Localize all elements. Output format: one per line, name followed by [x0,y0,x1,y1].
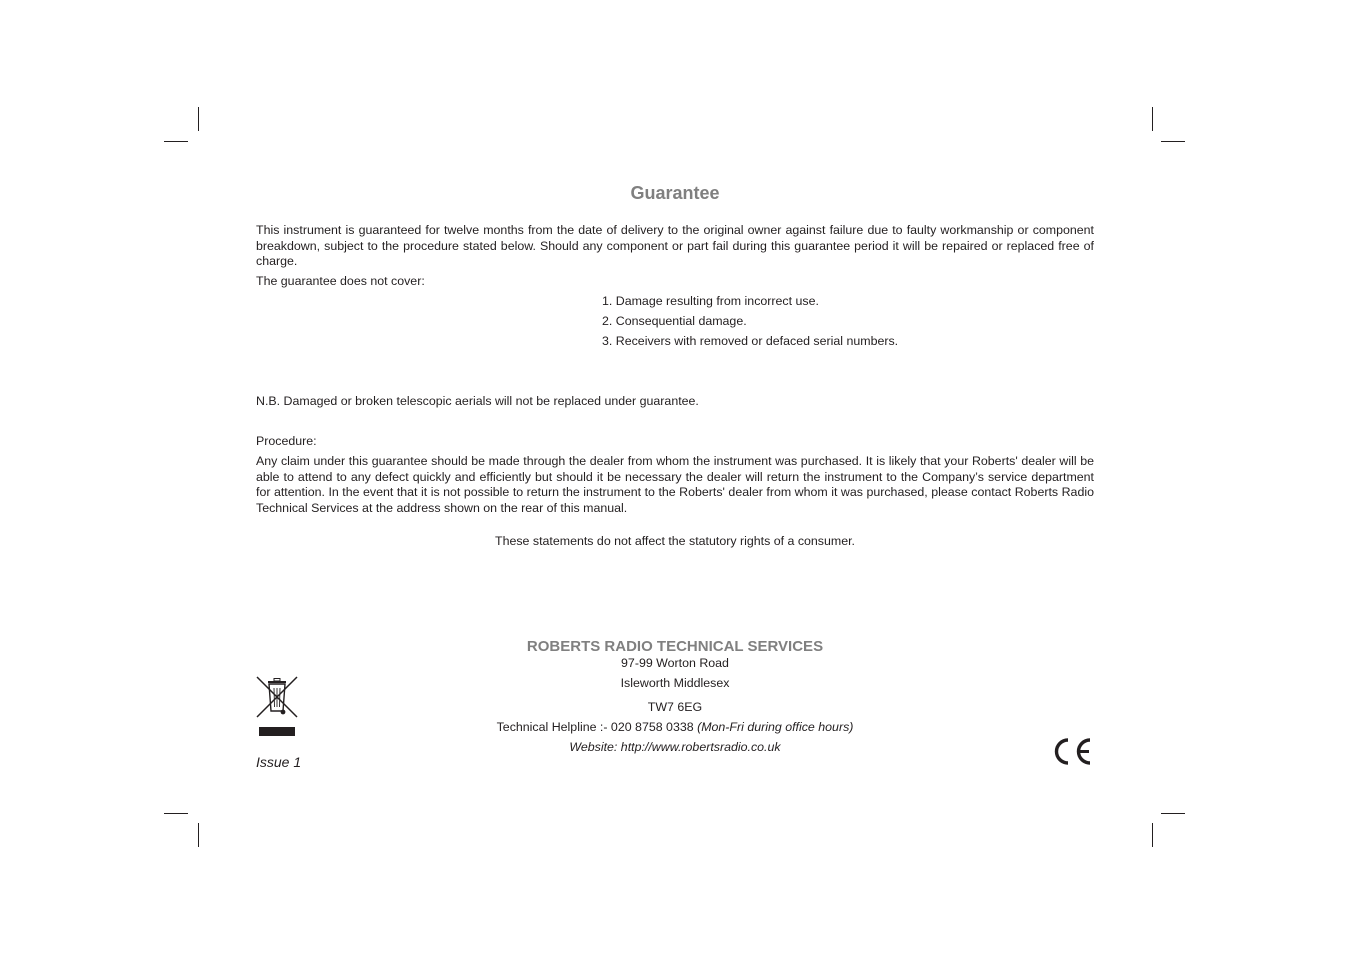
exclusion-item: 3. Receivers with removed or defaced serial numbers. [602,334,899,348]
weee-bin-icon [255,675,299,739]
not-cover-label: The guarantee does not cover: [256,274,425,288]
crop-mark [1152,823,1153,847]
crop-mark [1152,107,1153,131]
guarantee-intro: This instrument is guaranteed for twelve months from the date of delivery to the original owner against failure due to faulty workmanship or component breakdown, subject to the procedure stated below. Should any component or part fail during this guarantee period it will be repaired or replaced free of charge. [256,223,1094,269]
website: Website: http://www.robertsradio.co.uk [569,740,781,754]
crop-mark [1161,141,1185,142]
crop-mark [164,813,188,814]
address-street: 97-99 Worton Road [621,656,729,670]
helpline-number: Technical Helpline :- 020 8758 0338 [496,720,694,734]
aerial-note: N.B. Damaged or broken telescopic aerials will not be replaced under guarantee. [256,394,699,408]
procedure-label: Procedure: [256,434,317,448]
ce-mark-icon [1052,736,1094,767]
procedure-text: Any claim under this guarantee should be made through the dealer from whom the instrument was purchased. It is likely that your Roberts' dealer will be able to attend to any defect quickly and efficiently but should it be necessary the dealer will return the instrument to the Company’s service department for attention. In the event that it is not possible to return the instrument to the Roberts' dealer from whom it was purchased, please contact Roberts Radio Technical Services at the address shown on the rear of this manual. [256,454,1094,515]
address-postcode: TW7 6EG [647,700,703,714]
crop-mark [198,107,199,131]
company-name: ROBERTS RADIO TECHNICAL SERVICES [526,638,824,655]
issue-label: Issue 1 [256,754,302,770]
exclusion-item: 2. Consequential damage. [602,314,747,328]
statutory-note: These statements do not affect the statutory rights of a consumer. [495,534,855,548]
crop-mark [164,141,188,142]
exclusion-item: 1. Damage resulting from incorrect use. [602,294,819,308]
crop-mark [198,823,199,847]
page-title: Guarantee [630,183,720,203]
helpline-hours: (Mon-Fri during office hours) [697,720,854,734]
crop-mark [1161,813,1185,814]
address-town: Isleworth Middlesex [620,676,730,690]
helpline [0,720,1350,735]
exclusion-list [602,294,898,354]
